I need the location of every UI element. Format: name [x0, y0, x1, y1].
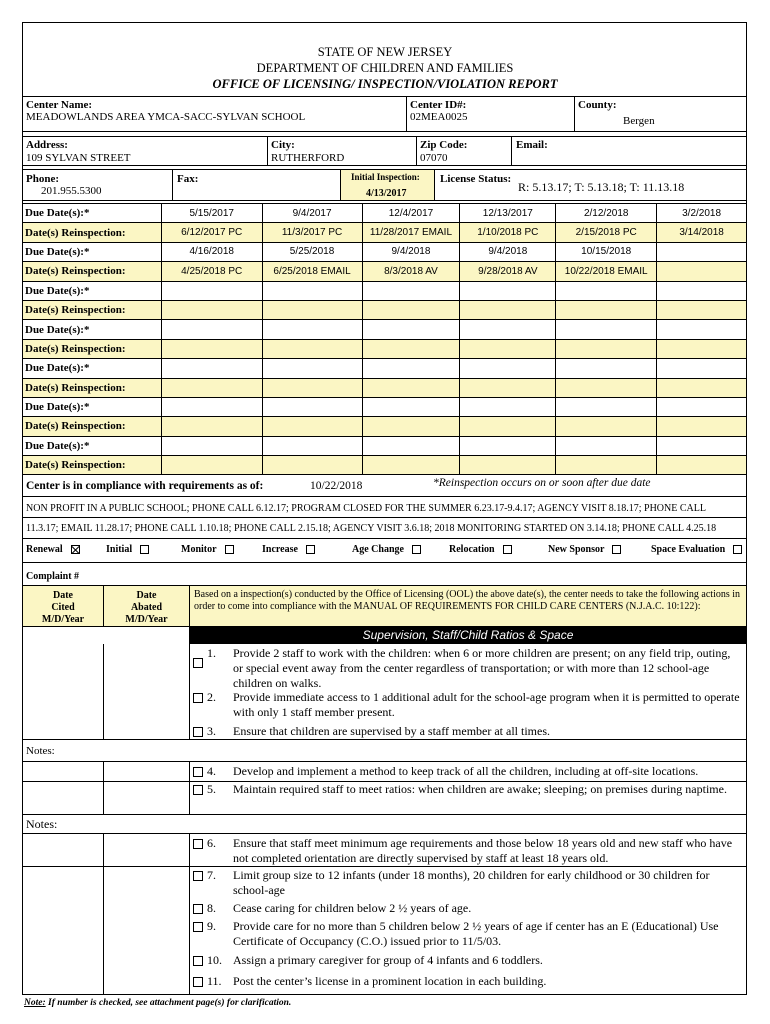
reinspection-date-cell — [556, 456, 657, 475]
reinspection-label: Date(s) Reinspection: — [23, 339, 162, 358]
due-date-cell — [262, 320, 362, 339]
visit-type-label: Space Evaluation — [651, 544, 726, 555]
divider — [22, 562, 747, 563]
date-cited-l1: Date — [53, 590, 73, 601]
date-abated-header — [103, 585, 190, 627]
reinspection-label: Date(s) Reinspection: — [23, 417, 162, 436]
divider — [22, 474, 747, 475]
requirement-text: Cease caring for children below 2 ½ years of age. — [233, 901, 472, 915]
checkbox-icon[interactable] — [193, 693, 203, 703]
county-label: County: — [578, 99, 617, 111]
requirement-text: Post the center’s license in a prominent location in each building. — [233, 974, 547, 988]
requirement-number: 2. — [207, 690, 216, 704]
phone-box — [22, 169, 173, 201]
due-date-cell: 2/12/2018 — [556, 204, 657, 223]
complaint-label: Complaint # — [26, 571, 80, 582]
due-date-cell: 5/25/2018 — [262, 242, 362, 261]
checkbox-icon[interactable] — [412, 545, 421, 554]
reinspection-row — [23, 300, 747, 319]
reinspection-date-cell — [657, 456, 747, 475]
address: 109 SYLVAN STREET — [26, 152, 131, 164]
reinspection-date-cell: 10/22/2018 EMAIL — [556, 262, 657, 281]
reinspection-date-cell — [556, 378, 657, 397]
reinspection-row — [23, 378, 747, 397]
divider — [22, 739, 747, 740]
due-date-label: Due Date(s):* — [23, 397, 162, 416]
due-date-cell — [262, 397, 362, 416]
visit-type-label: Monitor — [181, 544, 217, 555]
due-date-cell — [362, 436, 460, 455]
divider — [22, 833, 747, 834]
due-date-row — [23, 397, 747, 416]
due-date-cell — [362, 397, 460, 416]
due-date-cell — [657, 359, 747, 378]
due-date-cell — [262, 281, 362, 300]
visit-type-label: Initial — [106, 544, 133, 555]
city-box — [267, 136, 417, 166]
reinspection-date-cell — [161, 300, 262, 319]
checkbox-icon[interactable] — [140, 545, 149, 554]
header-state: STATE OF NEW JERSEY — [317, 45, 453, 59]
requirement-number: 3. — [207, 724, 216, 738]
reinspection-row — [23, 456, 747, 475]
initial-inspection-box — [340, 169, 435, 201]
due-date-cell: 3/2/2018 — [657, 204, 747, 223]
reinspection-date-cell: 2/15/2018 PC — [556, 223, 657, 242]
due-date-cell: 12/4/2017 — [362, 204, 460, 223]
reinspection-date-cell: 6/12/2017 PC — [161, 223, 262, 242]
due-date-cell — [362, 320, 460, 339]
reinspection-date-cell — [460, 456, 556, 475]
address-label: Address: — [26, 139, 68, 151]
due-date-cell — [657, 320, 747, 339]
checkbox-icon[interactable] — [193, 871, 203, 881]
requirement-text: Provide 2 staff to work with the children: when 6 or more children are present; on any field trip, outing, or special event away from the center regardless of transportation; or with more than 12 school-age children on walks. — [233, 646, 731, 690]
visit-type-option[interactable] — [181, 544, 234, 556]
divider — [22, 517, 747, 518]
due-date-cell — [161, 397, 262, 416]
visit-type-option[interactable] — [106, 544, 149, 556]
dates-grid — [22, 203, 747, 475]
reinspection-date-cell — [657, 417, 747, 436]
requirement-number: 9. — [207, 919, 216, 933]
due-date-cell — [460, 359, 556, 378]
visit-type-label: New Sponsor — [548, 544, 605, 555]
email-box — [511, 136, 747, 166]
due-date-cell — [161, 281, 262, 300]
center-id-label: Center ID#: — [410, 99, 467, 111]
reinspection-label: Date(s) Reinspection: — [23, 223, 162, 242]
inspection-notes-line-1: NON PROFIT IN A PUBLIC SCHOOL; PHONE CALL 6.12.17; PROGRAM CLOSED FOR THE SUMMER 6.23.17-9.4.17; AGENCY VISIT 8.18.17; PHONE CALL — [26, 503, 706, 514]
due-date-cell: 4/16/2018 — [161, 242, 262, 261]
reinspection-date-cell: 9/28/2018 AV — [460, 262, 556, 281]
requirement-text: Ensure that children are supervised by a staff member at all times. — [233, 724, 551, 738]
checkbox-icon[interactable] — [193, 727, 203, 737]
checkbox-icon[interactable] — [503, 545, 512, 554]
reinspection-row — [23, 262, 747, 281]
checkbox-icon[interactable] — [193, 767, 203, 777]
checkbox-icon[interactable] — [193, 977, 203, 987]
reinspection-date-cell: 1/10/2018 PC — [460, 223, 556, 242]
center-name-box — [22, 96, 407, 132]
requirement-text: Limit group size to 12 infants (under 18 months), 20 children for early childhood or 30 children for school-age — [233, 868, 710, 897]
address-box — [22, 136, 268, 166]
reinspection-date-cell — [161, 378, 262, 397]
due-date-cell — [556, 397, 657, 416]
due-date-row — [23, 242, 747, 261]
requirement-number: 8. — [207, 901, 216, 915]
requirement-number: 5. — [207, 782, 216, 796]
date-abated-l3: M/D/Year — [125, 614, 168, 625]
due-date-cell: 10/15/2018 — [556, 242, 657, 261]
compliance-date: 10/22/2018 — [310, 480, 363, 492]
reinspection-date-cell — [460, 378, 556, 397]
reinspection-row — [23, 339, 747, 358]
county: Bergen — [623, 115, 655, 127]
visit-type-option[interactable] — [449, 544, 512, 556]
requirement-text: Provide immediate access to 1 additional adult for the school-age program when it is permitted to operate with only 1 staff member present. — [233, 690, 740, 719]
center-id-box — [406, 96, 575, 132]
reinspection-date-cell — [556, 417, 657, 436]
reinspection-date-cell — [362, 300, 460, 319]
inspection-notes-line-2: 11.3.17; EMAIL 11.28.17; PHONE CALL 1.10.18; PHONE CALL 2.15.18; AGENCY VISIT 3.6.18; 2018 MONITORING STARTED ON 3.14.18; PHONE CALL 4.25.18 — [26, 523, 717, 534]
city: RUTHERFORD — [271, 152, 345, 164]
reinspection-date-cell — [161, 456, 262, 475]
reinspection-date-cell — [460, 417, 556, 436]
instructions-header — [189, 585, 747, 627]
due-date-label: Due Date(s):* — [23, 320, 162, 339]
due-date-cell — [556, 320, 657, 339]
divider — [22, 538, 747, 539]
section-title: Supervision, Staff/Child Ratios & Space — [189, 626, 747, 644]
reinspection-date-cell — [262, 300, 362, 319]
due-date-label: Due Date(s):* — [23, 359, 162, 378]
initial-inspection-label: Initial Inspection: — [351, 172, 420, 182]
reinspection-label: Date(s) Reinspection: — [23, 300, 162, 319]
date-abated-l1: Date — [136, 590, 157, 601]
requirement-text: Develop and implement a method to keep track of all the children, including at off-site locations. — [233, 764, 699, 778]
requirement-text: Provide care for no more than 5 children below 2 ½ years of age if center has an E (Educational) Use Certificate of Occupancy (C.O.) issued prior to 11/5/03. — [233, 919, 719, 948]
due-date-cell — [657, 436, 747, 455]
checkbox-icon[interactable] — [193, 839, 203, 849]
requirement-number: 1. — [207, 646, 216, 660]
checkbox-icon[interactable] — [733, 545, 742, 554]
checkbox-icon[interactable] — [225, 545, 234, 554]
due-date-cell: 9/4/2017 — [262, 204, 362, 223]
zip-label: Zip Code: — [420, 139, 468, 151]
requirement-number: 10. — [207, 953, 222, 967]
reinspection-date-cell — [556, 300, 657, 319]
reinspection-label: Date(s) Reinspection: — [23, 456, 162, 475]
due-date-row — [23, 281, 747, 300]
divider — [22, 866, 747, 867]
date-cited-l2: Cited — [51, 602, 75, 613]
requirement-number: 4. — [207, 764, 216, 778]
zip: 07070 — [420, 152, 448, 164]
visit-type-option[interactable] — [262, 544, 315, 556]
fax-box — [172, 169, 341, 201]
due-date-row — [23, 359, 747, 378]
visit-type-label: Increase — [262, 544, 298, 555]
visit-type-label: Age Change — [352, 544, 404, 555]
reinspection-date-cell — [161, 417, 262, 436]
visit-type-option[interactable] — [548, 544, 621, 556]
column-divider — [189, 833, 190, 995]
visit-type-option[interactable] — [651, 544, 742, 556]
due-date-cell — [460, 320, 556, 339]
column-divider — [103, 644, 104, 739]
email-label: Email: — [516, 139, 548, 151]
center-name-label: Center Name: — [26, 99, 93, 111]
reinspection-date-cell — [362, 378, 460, 397]
visit-type-label: Renewal — [26, 544, 63, 555]
reinspection-date-cell — [657, 378, 747, 397]
reinspection-date-cell — [556, 339, 657, 358]
compliance-label: Center is in compliance with requirements as of: — [26, 480, 264, 492]
checkbox-icon[interactable] — [193, 922, 203, 932]
reinspection-date-cell — [262, 417, 362, 436]
due-date-label: Due Date(s):* — [23, 281, 162, 300]
phone: 201.955.5300 — [41, 185, 102, 197]
due-date-cell: 12/13/2017 — [460, 204, 556, 223]
reinspection-date-cell: 11/28/2017 EMAIL — [362, 223, 460, 242]
checkbox-icon[interactable] — [193, 956, 203, 966]
due-date-row — [23, 204, 747, 223]
reinspection-date-cell — [362, 417, 460, 436]
checkbox-icon[interactable] — [193, 904, 203, 914]
column-divider — [189, 644, 190, 739]
license-status-label: License Status: — [440, 173, 512, 185]
due-date-cell — [556, 436, 657, 455]
due-date-row — [23, 320, 747, 339]
footer-note — [24, 998, 291, 1008]
fax-label: Fax: — [177, 173, 199, 185]
requirement-text: Assign a primary caregiver for group of 4 infants and 6 toddlers. — [233, 953, 543, 967]
column-divider — [103, 761, 104, 814]
zip-box — [416, 136, 512, 166]
date-cited-l3: M/D/Year — [41, 614, 85, 625]
license-status: R: 5.13.17; T: 5.13.18; T: 11.13.18 — [518, 180, 685, 194]
reinspection-date-cell: 11/3/2017 PC — [262, 223, 362, 242]
reinspection-date-cell: 4/25/2018 PC — [161, 262, 262, 281]
checkbox-icon[interactable] — [193, 785, 203, 795]
instructions-text: Based on a inspection(s) conducted by the Office of Licensing (OOL) the above date(s), the center needs to take the following actions in order to come into compliance with the MANUAL OF REQUIREMENTS FOR CHILD CARE CENTERS (N.J.A.C. 10:122): — [194, 589, 741, 612]
reinspection-date-cell — [161, 339, 262, 358]
due-date-cell: 9/4/2018 — [460, 242, 556, 261]
header-department: DEPARTMENT OF CHILDREN AND FAMILIES — [256, 61, 514, 75]
reinspection-date-cell — [262, 456, 362, 475]
reinspection-date-cell: 3/14/2018 — [657, 223, 747, 242]
requirement-text: Ensure that staff meet minimum age requirements and those below 18 years old and new staff who have not completed orientation are directly supervised by staff at least 18 years old. — [233, 836, 733, 865]
reinspection-date-cell — [262, 378, 362, 397]
center-id: 02MEA0025 — [410, 111, 468, 123]
visit-type-option[interactable] — [26, 544, 80, 556]
divider — [22, 761, 747, 762]
requirement-number: 6. — [207, 836, 216, 850]
reinspection-note: *Reinspection occurs on or soon after due date — [433, 477, 651, 489]
due-date-cell: 9/4/2018 — [362, 242, 460, 261]
due-date-cell — [460, 436, 556, 455]
city-label: City: — [271, 139, 295, 151]
reinspection-date-cell — [262, 339, 362, 358]
reinspection-row — [23, 223, 747, 242]
footer-note-text: If number is checked, see attachment page(s) for clarification. — [45, 998, 292, 1008]
visit-type-label: Relocation — [449, 544, 495, 555]
reinspection-row — [23, 417, 747, 436]
column-divider — [189, 761, 190, 814]
due-date-cell — [556, 281, 657, 300]
reinspection-date-cell — [657, 300, 747, 319]
due-date-cell — [161, 359, 262, 378]
reinspection-date-cell: 8/3/2018 AV — [362, 262, 460, 281]
footer-note-label: Note: — [24, 998, 46, 1008]
divider — [22, 496, 747, 497]
reinspection-date-cell — [460, 339, 556, 358]
reinspection-date-cell — [657, 339, 747, 358]
due-date-label: Due Date(s):* — [23, 242, 162, 261]
due-date-label: Due Date(s):* — [23, 204, 162, 223]
requirement-number: 11. — [207, 974, 222, 988]
divider — [22, 814, 747, 815]
due-date-cell — [657, 397, 747, 416]
initial-inspection-date: 4/13/2017 — [366, 188, 407, 199]
county-box — [574, 96, 747, 132]
due-date-cell — [460, 281, 556, 300]
due-date-cell — [161, 320, 262, 339]
reinspection-date-cell — [362, 456, 460, 475]
due-date-cell — [362, 281, 460, 300]
due-date-cell — [161, 436, 262, 455]
column-divider — [103, 833, 104, 995]
header-report-title: OFFICE OF LICENSING/ INSPECTION/VIOLATION REPORT — [212, 77, 558, 91]
reinspection-date-cell — [657, 262, 747, 281]
notes-label: Notes: — [26, 745, 55, 757]
due-date-cell — [362, 359, 460, 378]
phone-label: Phone: — [26, 173, 59, 185]
due-date-cell — [262, 359, 362, 378]
due-date-cell — [657, 281, 747, 300]
due-date-cell — [460, 397, 556, 416]
checkbox-icon[interactable] — [306, 545, 315, 554]
reinspection-date-cell — [362, 339, 460, 358]
reinspection-date-cell: 6/25/2018 EMAIL — [262, 262, 362, 281]
due-date-cell — [657, 242, 747, 261]
notes-label: Notes: — [26, 817, 58, 831]
reinspection-label: Date(s) Reinspection: — [23, 378, 162, 397]
requirement-text: Maintain required staff to meet ratios: when children are awake; sleeping; on premises during naptime. — [233, 782, 727, 796]
visit-type-option[interactable] — [352, 544, 421, 556]
due-date-cell: 5/15/2017 — [161, 204, 262, 223]
date-cited-header — [22, 585, 104, 627]
requirement-number: 7. — [207, 868, 216, 882]
reinspection-date-cell — [460, 300, 556, 319]
checkbox-icon[interactable] — [612, 545, 621, 554]
due-date-cell — [556, 359, 657, 378]
license-status-box — [434, 169, 747, 201]
center-name: MEADOWLANDS AREA YMCA-SACC-SYLVAN SCHOOL — [26, 111, 306, 123]
due-date-label: Due Date(s):* — [23, 436, 162, 455]
checked-checkbox-icon[interactable] — [71, 545, 80, 554]
checkbox-icon[interactable] — [193, 658, 203, 668]
date-abated-l2: Abated — [130, 602, 163, 613]
reinspection-label: Date(s) Reinspection: — [23, 262, 162, 281]
due-date-row — [23, 436, 747, 455]
due-date-cell — [262, 436, 362, 455]
